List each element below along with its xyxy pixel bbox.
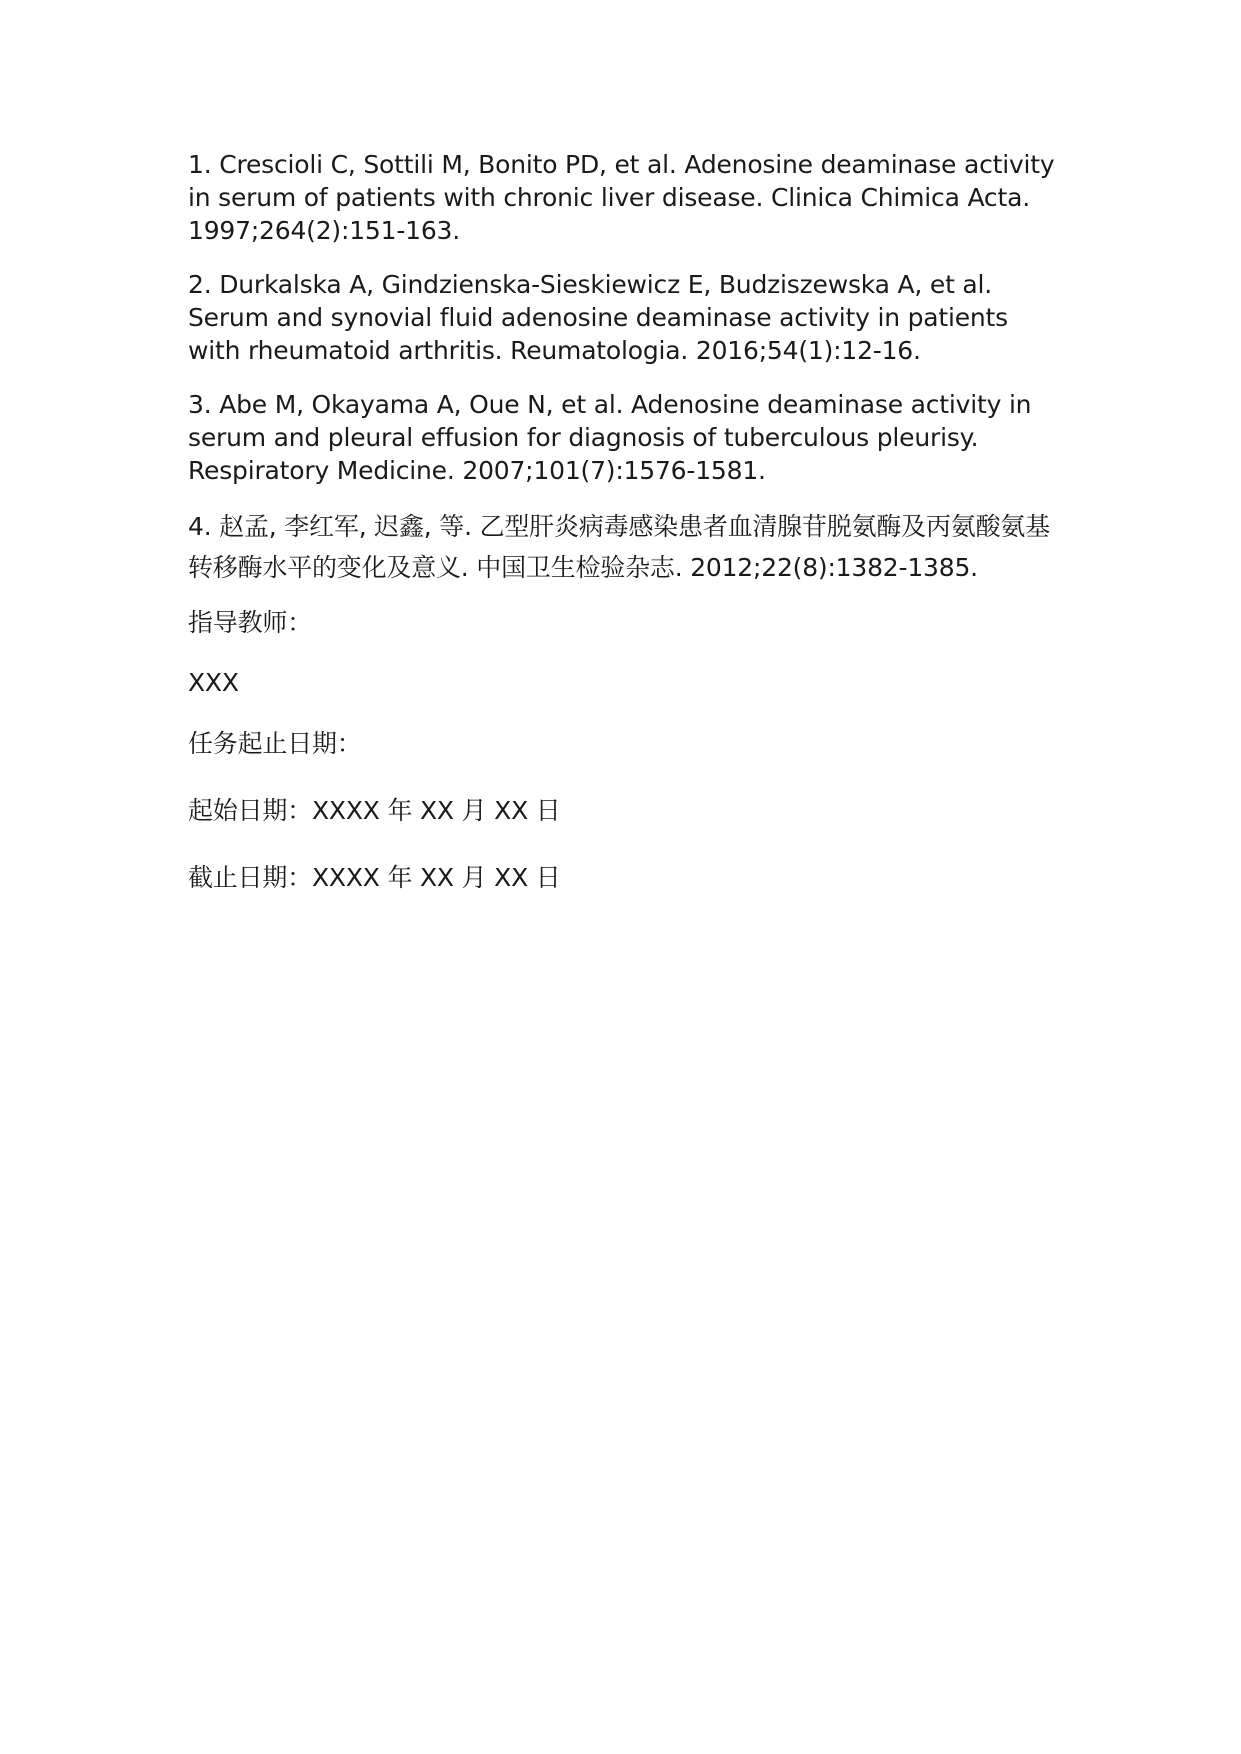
advisor-name: XXX [188,668,239,697]
reference-4: 4. 赵孟, 李红军, 迟鑫, 等. 乙型肝炎病毒感染患者血清腺苷脱氨酶及丙氨酸氨基转移酶水平的变化及意义. 中国卫生检验杂志. 2012;22(8):1382-1385. [188,512,1050,582]
end-date: 截止日期：XXXX 年 XX 月 XX 日 [188,863,561,892]
page-content [188,148,1058,894]
advisor-label: 指导教师： [188,608,313,637]
reference-1: 1. Crescioli C, Sottili M, Bonito PD, et al. Adenosine deaminase activity in serum of patients with chronic liver disease. Clinica Chimica Acta. 1997;264(2):151-163. [188,150,1055,245]
reference-2: 2. Durkalska A, Gindzienska-Sieskiewicz E, Budziszewska A, et al. Serum and synovial fluid adenosine deaminase activity in patients with rheumatoid arthritis. Reumatologia. 2016;54(1):12-16. [188,270,1008,365]
start-date: 起始日期：XXXX 年 XX 月 XX 日 [188,796,561,825]
reference-3: 3. Abe M, Okayama A, Oue N, et al. Adenosine deaminase activity in serum and pleural effusion for diagnosis of tuberculous pleurisy. Respiratory Medicine. 2007;101(7):1576-1581. [188,390,1032,485]
task-period-label: 任务起止日期： [188,729,362,758]
